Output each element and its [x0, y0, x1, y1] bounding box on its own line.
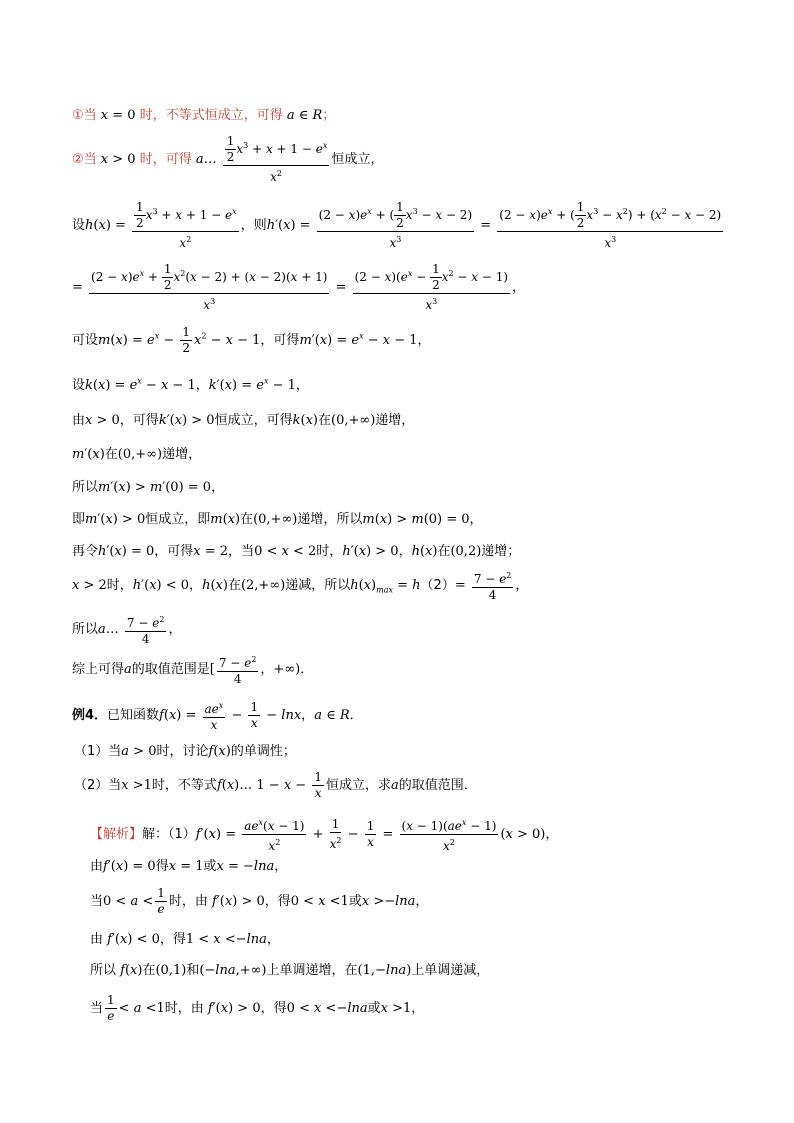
line-a-bound: 所以a… $\frac{7 - e^2}{4}$ ，: [72, 612, 181, 647]
solution-derivative: 【解析】解：（1）f′(x) = $ae^x(x - 1)$ $x^2$ + $\frac{1}{x^2}$ − $\frac{1}{x}$ = $(x - 1)(ae^x - 1)$ $x^2$ (x > 0)，: [90, 817, 559, 853]
line-define-k: 设$k(x) = e^x - x - 1$，$k'(x) = e^x - 1$，: [72, 376, 309, 393]
line-m-prime-positive: 所以m′(x) > m′(0) = 0，: [72, 480, 225, 495]
solution-monotonicity: 所以 f(x)在(0,1)和(−lna,+∞)上单调递增，在(1,−lna)上单调递减，: [90, 963, 490, 978]
question-2: （2）当x >1时，不等式f(x)… 1 − x − $\frac{1}{x}$ 恒成立，求a的取值范围．: [74, 770, 477, 800]
solution-case-small-a: 当0 < a < $\frac{1}{e}$ 时，由 f′(x) > 0，得0 < x <1或x >−lna，: [90, 886, 429, 916]
example-4-heading: 例4．已知函数f(x) = $ae^x$ x − $\frac{1}{x}$ − lnx，a ∈ R．: [72, 700, 363, 732]
solution-critical-points: 由f′(x) = 0得x = 1或x = −lna，: [90, 859, 288, 874]
line-define-h: 设h(x) = $\frac{1}{2}$ $x^3 + x + 1 - e^x$ $x^2$ ，则h′(x) = $(2 - x)e^x$ + ( $\frac{1}{2}$ $x^3 - x - 2$) $x^3$ = $(2 - x)e^x$ + ( $\frac{1}{2}$ $x^3 - x^2) + (x^2 - x - 2)$ $x^3$: [72, 200, 722, 250]
line-m-positive: 即m′(x) > 0恒成立，即m(x)在(0,+∞)递增，所以m(x) > m(0) = 0，: [72, 512, 483, 527]
line-m-prime-increasing: m′(x)在(0,+∞)递增，: [72, 447, 202, 462]
line-define-m: 可设$m(x) = e^x$ − $\frac{1}{2}$ $x^2 - x - 1$，可得$m'(x) = e^x - x - 1$，: [72, 325, 431, 355]
solution-decreasing-interval: 由 f′(x) < 0，得1 < x <−lna，: [90, 932, 280, 947]
line-case-x-positive: ②当 x > 0 时，可得 a… $\frac{1}{2}$ $x^3 + x + 1 - e^x$ $x^2$ 恒成立，: [72, 134, 384, 184]
line-k-increasing: 由x > 0，可得k′(x) > 0恒成立，可得k(x)在(0,+∞)递增，: [72, 413, 415, 428]
line-h-increasing: 再令h′(x) = 0，可得x = 2，当0 < x < 2时，h′(x) > 0，h(x)在(0,2)递增；: [72, 544, 521, 559]
line-h-max: x > 2时，h′(x) < 0，h(x)在(2,+∞)递减，所以$h(x)_{max} = h(2)=$ $\frac{7 - e^2}{4}$ ，: [72, 568, 528, 603]
line-case-x-equals-0: ①当 x = 0 时，不等式恒成立，可得 a ∈ R；: [72, 108, 336, 123]
line-a-range: 综上可得a的取值范围是[ $\frac{7 - e^2}{4}$ ，+∞)．: [72, 652, 313, 687]
line-h-prime-factored: = $(2 - x)e^x$ + $\frac{1}{2}$ $x^2(x - 2) + (x - 2)(x + 1)$ $x^3$ = $(2 - x)(e^x$ − $\frac{1}{2}$ $x^2 - x - 1$) $x^3$ ，: [72, 262, 526, 312]
question-1: （1）当a > 0时，讨论f(x)的单调性；: [74, 744, 296, 759]
solution-case-mid-a: 当 $\frac{1}{e}$ < a <1时，由 f′(x) > 0，得0 < x <−lna或x >1，: [90, 993, 425, 1023]
